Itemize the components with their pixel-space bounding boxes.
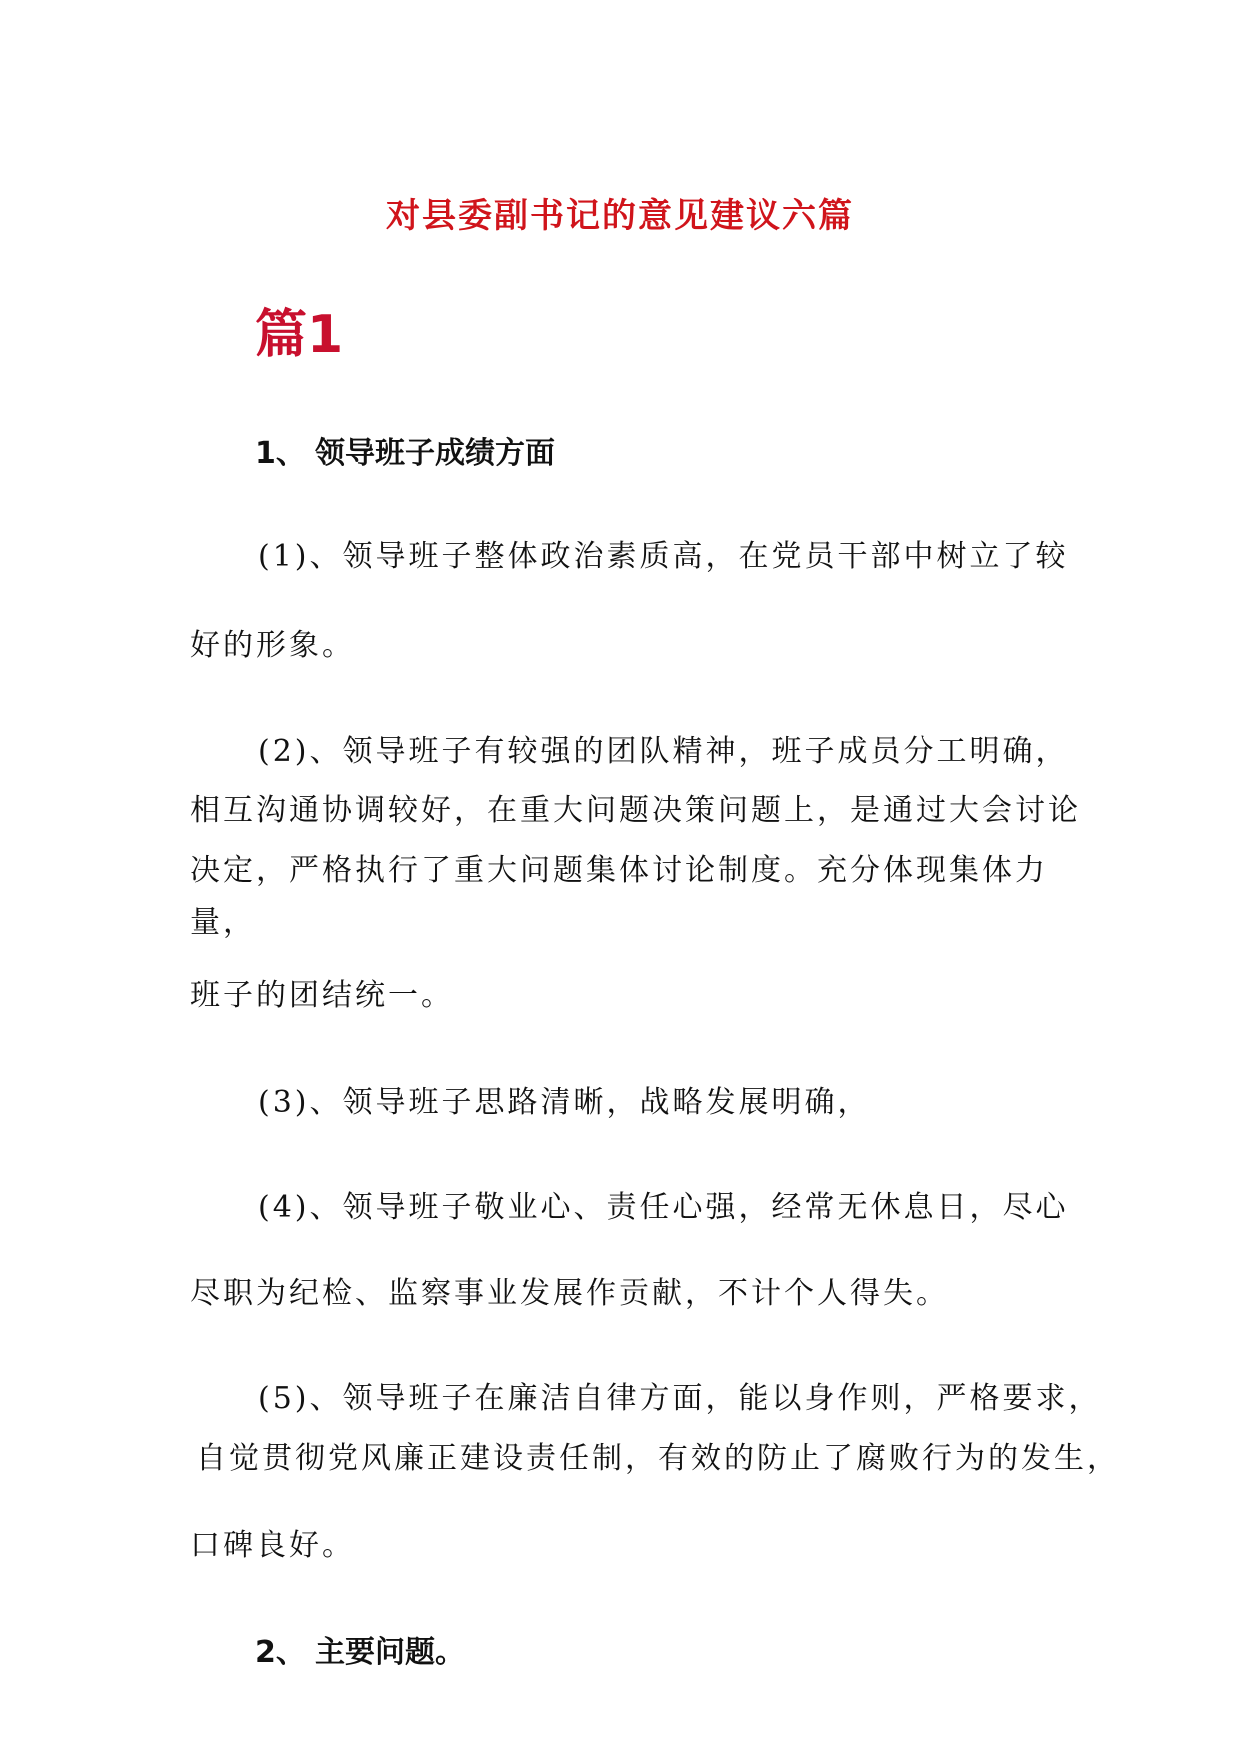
paragraph-line: (1)、领导班子整体政治素质高，在党员干部中树立了较 xyxy=(258,539,1069,574)
paragraph-line: 相互沟通协调较好，在重大问题决策问题上，是通过大会讨论 xyxy=(190,793,1081,828)
paragraph-line: 口碑良好。 xyxy=(190,1528,355,1563)
paragraph-line: 量， xyxy=(190,905,256,940)
section-title: 主要问题。 xyxy=(315,1635,465,1670)
paragraph-line: (5)、领导班子在廉洁自律方面，能以身作则，严格要求， xyxy=(258,1381,1102,1416)
paragraph-line: (3)、领导班子思路清晰，战略发展明确， xyxy=(258,1085,871,1120)
paragraph-line: 班子的团结统一。 xyxy=(190,978,454,1013)
paragraph-line: 尽职为纪检、监察事业发展作贡献，不计个人得失。 xyxy=(190,1276,949,1311)
chapter-heading: 篇1 xyxy=(255,305,344,365)
section-heading-1 xyxy=(255,428,555,472)
section-number: 1、 xyxy=(255,436,306,471)
section-number: 2、 xyxy=(255,1635,306,1670)
section-title: 领导班子成绩方面 xyxy=(315,436,555,471)
paragraph-line: (4)、领导班子敬业心、责任心强，经常无休息日，尽心 xyxy=(258,1190,1069,1225)
section-heading-2 xyxy=(255,1627,465,1671)
document-title: 对县委副书记的意见建议六篇 xyxy=(386,196,854,236)
paragraph-line: 好的形象。 xyxy=(190,628,355,663)
paragraph-line: 自觉贯彻党风廉正建设责任制，有效的防止了腐败行为的发生， xyxy=(196,1441,1120,1476)
paragraph-line: 决定，严格执行了重大问题集体讨论制度。充分体现集体力 xyxy=(190,853,1048,888)
paragraph-line: (2)、领导班子有较强的团队精神，班子成员分工明确， xyxy=(258,734,1069,769)
